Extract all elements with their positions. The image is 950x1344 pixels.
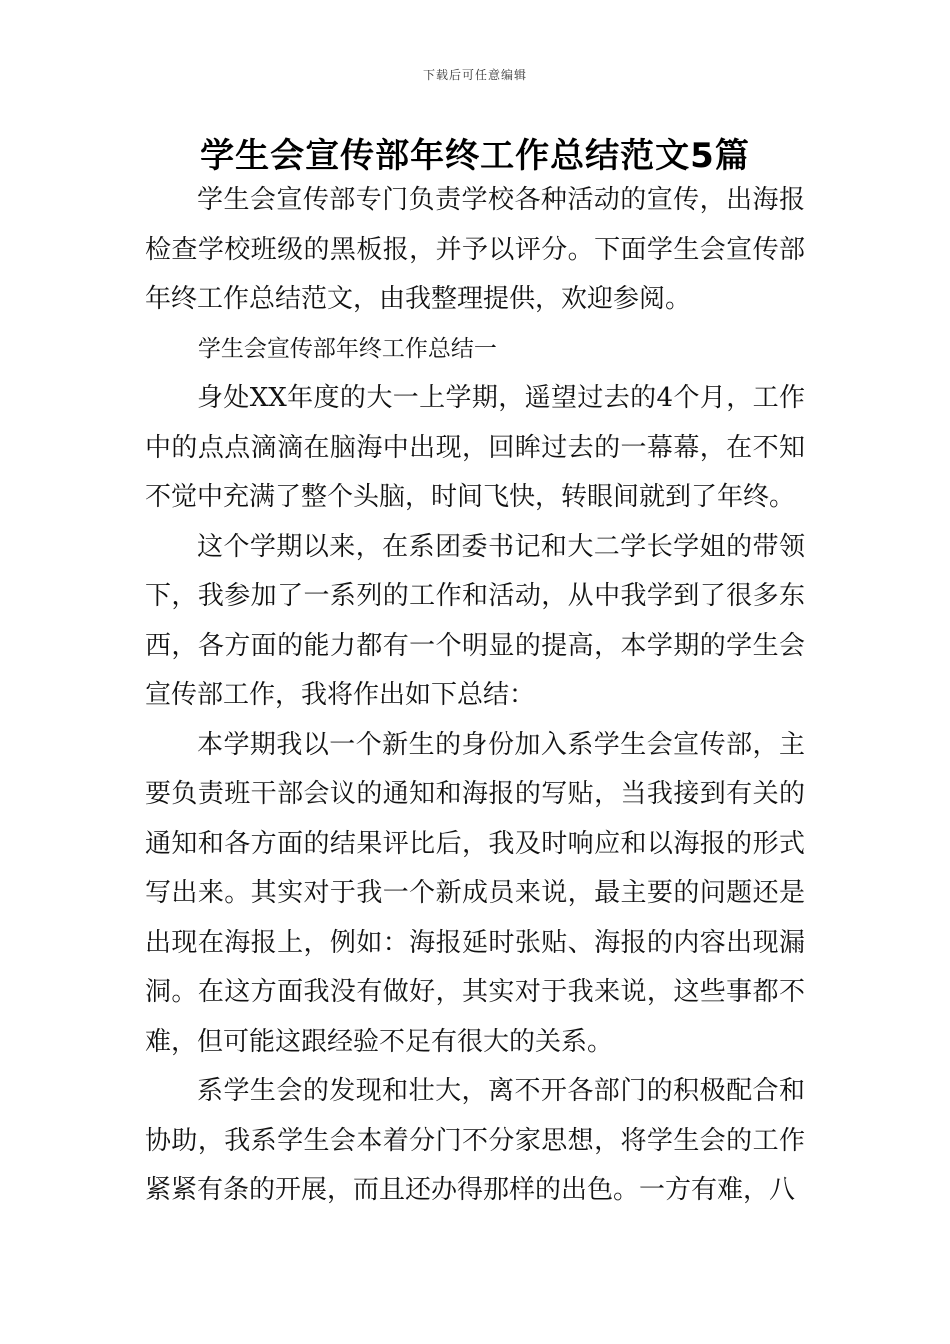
body-paragraph-3: 本学期我以一个新生的身份加入系学生会宣传部，主要负责班干部会议的通知和海报的写贴，当我接到有关的通知和各方面的结果评比后，我及时响应和以海报的形式写出来。其实对于我一个新成员来说，最主要的问题还是出现在海报上，例如：海报延时张贴、海报的内容出现漏洞。在这方面我没有做好，其实对于我来说，这些事都不难，但可能这跟经验不足有很大的关系。 <box>145 729 805 1057</box>
body-paragraph-1: 身处XX年度的大一上学期，遥望过去的4个月，工作中的点点滴滴在脑海中出现，回眸过去的一幕幕，在不知不觉中充满了整个头脑，时间飞快，转眼间就到了年终。 <box>145 383 805 512</box>
body-paragraph-4: 系学生会的发现和壮大，离不开各部门的积极配合和协助，我系学生会本着分门不分家思想，将学生会的工作紧紧有条的开展，而且还办得那样的出色。一方有难，八 <box>145 1076 805 1205</box>
body-paragraph-2: 这个学期以来，在系团委书记和大二学长学姐的带领下，我参加了一系列的工作和活动，从中我学到了很多东西，各方面的能力都有一个明显的提高，本学期的学生会宣传部工作，我将作出如下总结： <box>145 531 805 710</box>
document-body <box>145 176 805 1216</box>
document-title: 学生会宣传部年终工作总结范文5篇 <box>200 136 750 176</box>
section-heading: 学生会宣传部年终工作总结一 <box>197 335 497 362</box>
header-note: 下载后可任意编辑 <box>422 68 527 82</box>
intro-paragraph: 学生会宣传部专门负责学校各种活动的宣传，出海报检查学校班级的黑板报，并予以评分。下面学生会宣传部年终工作总结范文，由我整理提供，欢迎参阅。 <box>145 185 805 314</box>
